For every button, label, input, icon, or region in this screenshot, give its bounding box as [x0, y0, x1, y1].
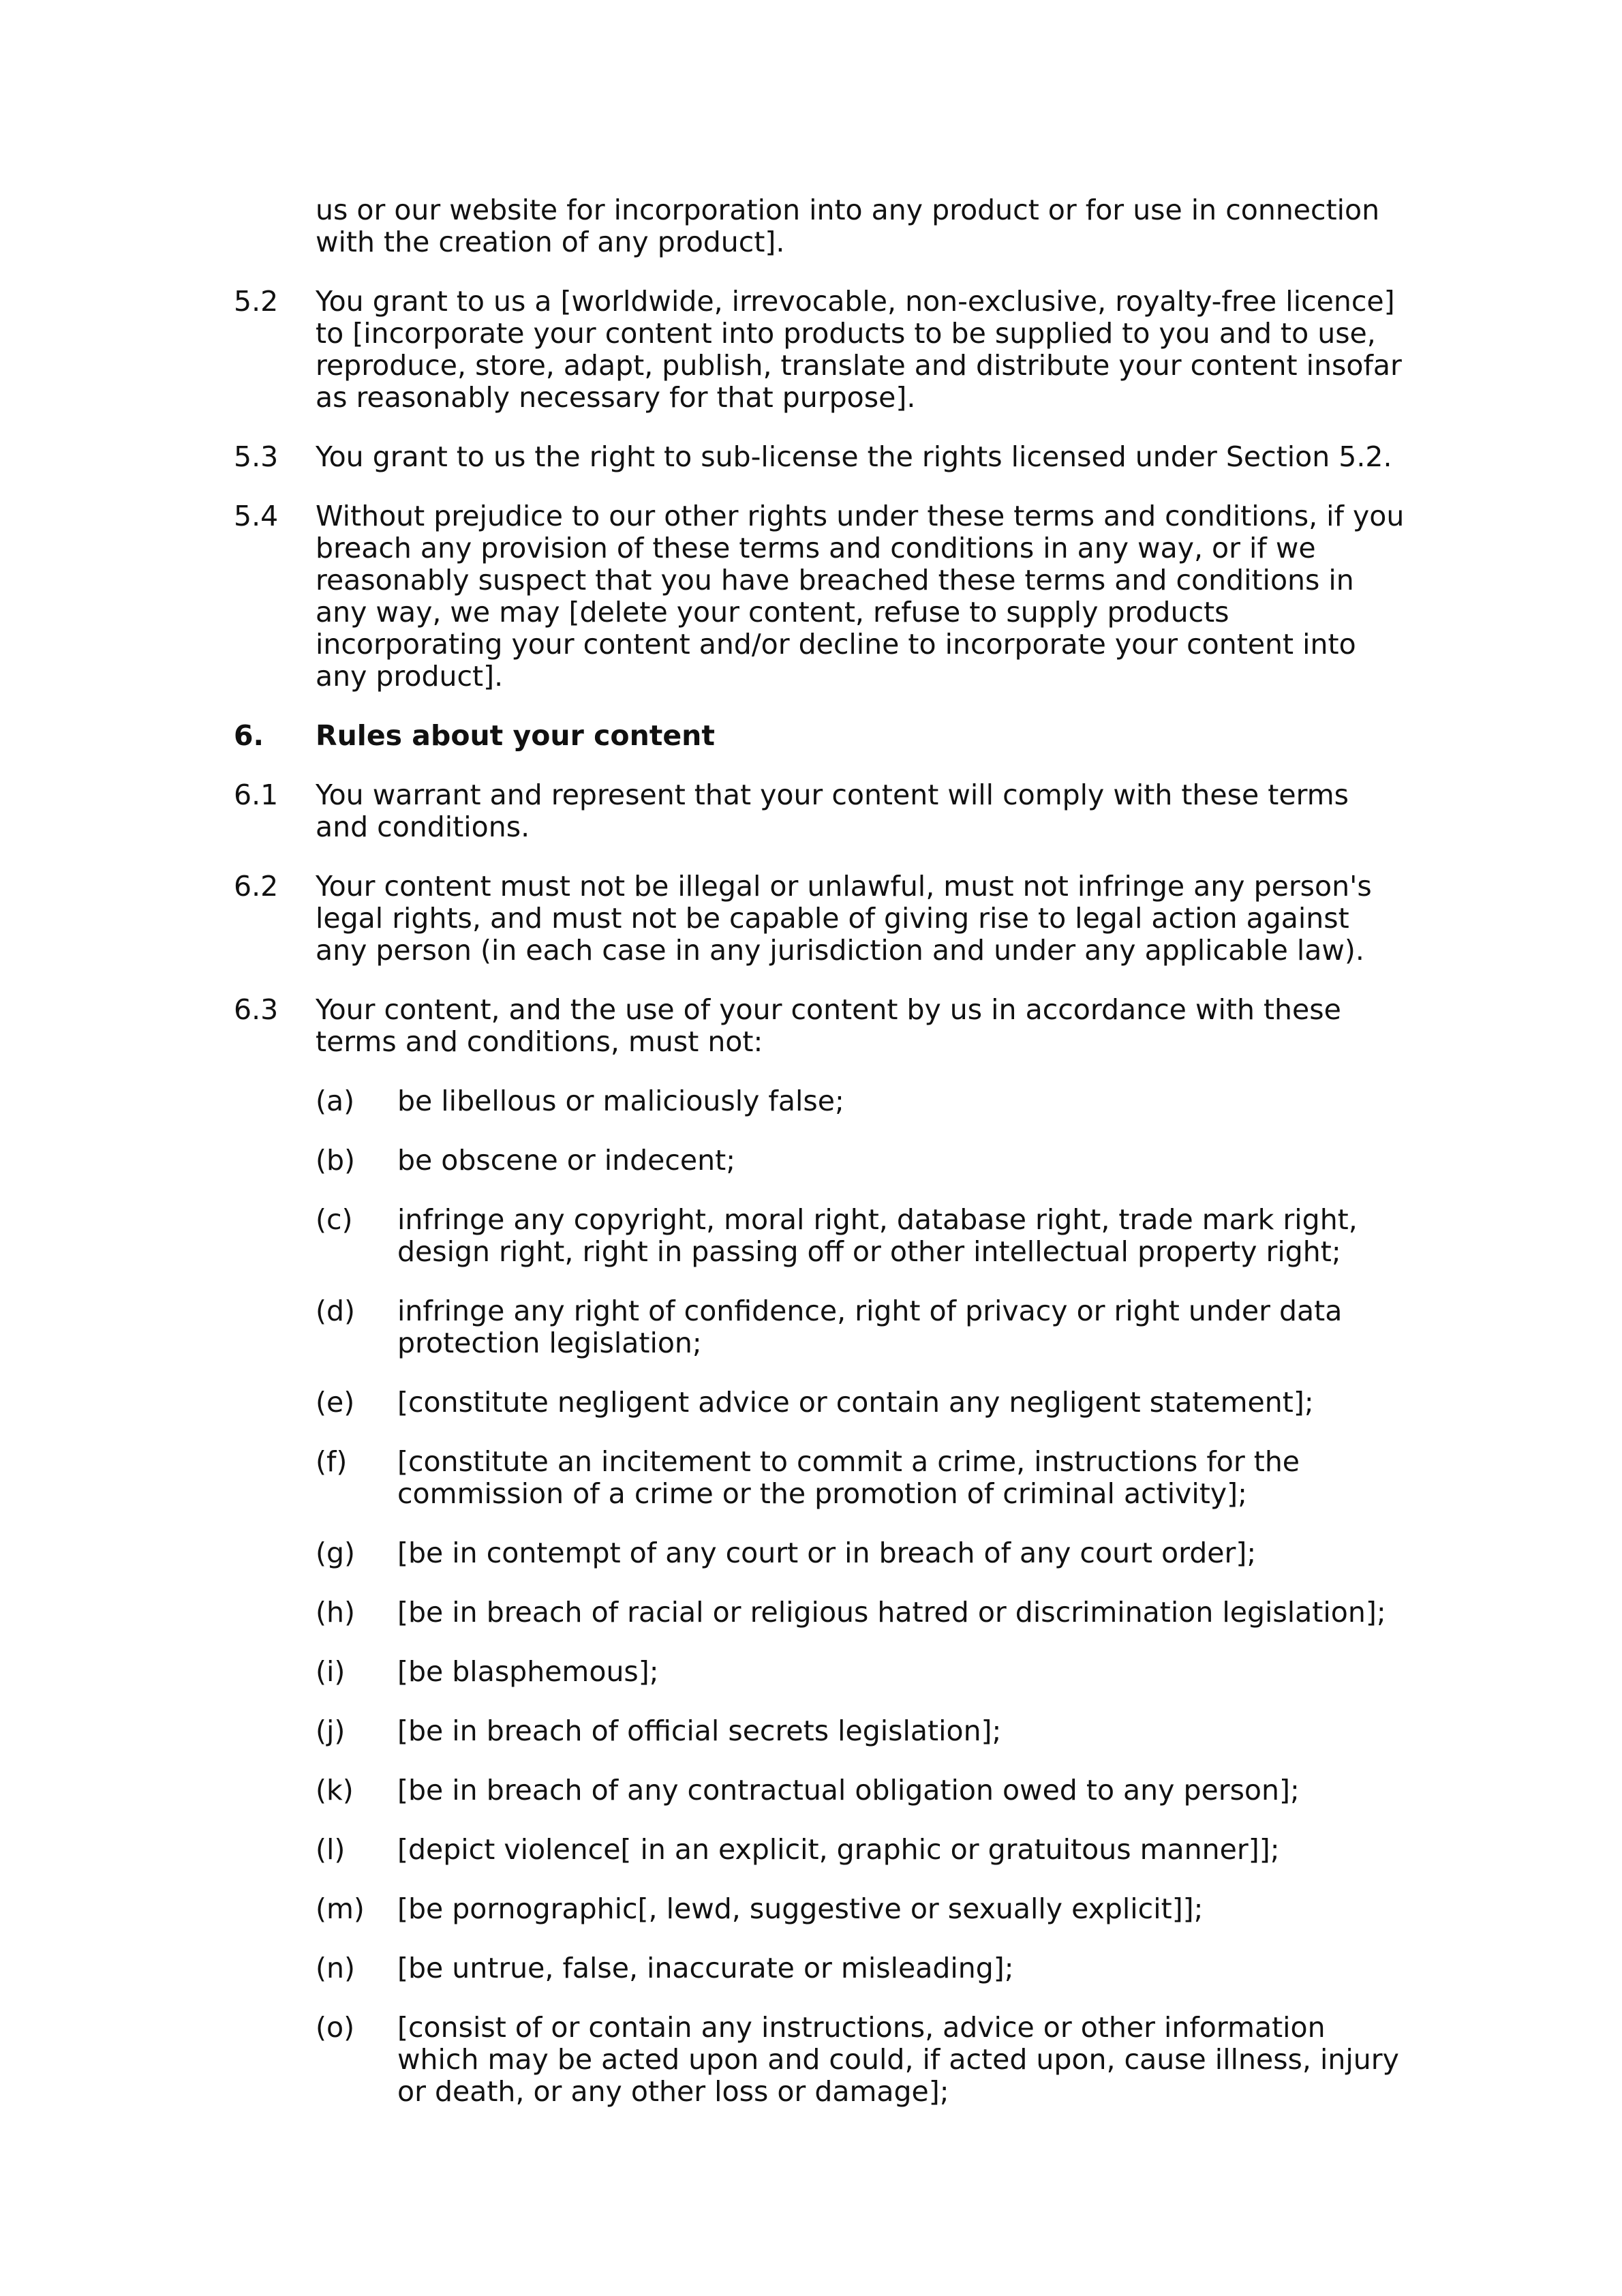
- item-label: (g): [316, 1537, 356, 1569]
- list-item: [234, 1295, 1406, 1359]
- list-item: [234, 1085, 1406, 1117]
- clause-number: 6.1: [234, 779, 279, 811]
- item-text: [be pornographic[, lewd, suggestive or sexually explicit]];: [397, 1892, 1204, 1925]
- clause-6-2: [234, 871, 1406, 967]
- clause-text: You grant to us a [worldwide, irrevocable, non-exclusive, royalty-free licence] to [incorporate your content into products to be supplied to you and to use, reproduce, store, adapt, publish, translate and distribute your content insofar as reasonably necessary for that purpose].: [316, 285, 1402, 414]
- clause-text: us or our website for incorporation into any product or for use in connection with the creation of any product].: [316, 194, 1380, 258]
- item-label: (m): [316, 1892, 365, 1925]
- list-item: [234, 1715, 1406, 1747]
- clause-text: You grant to us the right to sub-license the rights licensed under Section 5.2.: [316, 440, 1392, 473]
- clause-text: Your content, and the use of your content by us in accordance with these terms and conditions, must not:: [316, 993, 1341, 1058]
- item-label: (b): [316, 1144, 356, 1177]
- item-text: infringe any copyright, moral right, database right, trade mark right, design right, right in passing off or other intellectual property right;: [397, 1203, 1358, 1268]
- item-label: (h): [316, 1596, 355, 1629]
- list-item: [234, 1952, 1406, 1984]
- item-text: [be in breach of official secrets legislation];: [397, 1715, 1002, 1747]
- clause-5-3: [234, 441, 1406, 473]
- item-label: (c): [316, 1203, 353, 1236]
- list-item: [234, 1656, 1406, 1688]
- section-heading: [234, 720, 1406, 752]
- item-text: [consist of or contain any instructions, advice or other information which may be acted upon and could, if acted upon, cause illness, injury or death, or any other loss or damage];: [397, 2011, 1399, 2108]
- clause-text: Without prejudice to our other rights under these terms and conditions, if you breach any provision of these terms and conditions in any way, or if we reasonably suspect that you have breached these terms and conditions in any way, we may [delete your content, refuse to supply products incorporating your content and/or decline to incorporate your content into any product].: [316, 500, 1405, 693]
- list-item: [234, 1893, 1406, 1925]
- item-text: [be blasphemous];: [397, 1655, 659, 1688]
- clause-continuation: [234, 194, 1406, 258]
- item-text: [be untrue, false, inaccurate or misleading];: [397, 1952, 1014, 1984]
- item-label: (a): [316, 1085, 355, 1117]
- item-label: (j): [316, 1715, 346, 1747]
- item-text: [constitute an incitement to commit a crime, instructions for the commission of a crime or the promotion of criminal activity];: [397, 1445, 1300, 1510]
- item-text: [be in contempt of any court or in breach of any court order];: [397, 1537, 1257, 1569]
- list-item: [234, 1537, 1406, 1569]
- clause-number: 5.4: [234, 500, 279, 532]
- item-label: (l): [316, 1833, 346, 1866]
- item-label: (e): [316, 1386, 355, 1419]
- list-item: [234, 1774, 1406, 1807]
- item-text: [be in breach of any contractual obligation owed to any person];: [397, 1774, 1300, 1807]
- list-item: [234, 1446, 1406, 1510]
- clause-5-4: [234, 500, 1406, 693]
- list-item: [234, 1597, 1406, 1629]
- clause-number: 6.3: [234, 993, 279, 1026]
- item-label: (o): [316, 2011, 355, 2044]
- item-text: [be in breach of racial or religious hatred or discrimination legislation];: [397, 1596, 1386, 1629]
- clause-number: 5.3: [234, 440, 279, 473]
- section-number: 6.: [234, 719, 264, 752]
- item-text: be libellous or maliciously false;: [397, 1085, 844, 1117]
- section-title: Rules about your content: [316, 719, 715, 752]
- list-item: [234, 2012, 1406, 2108]
- item-text: be obscene or indecent;: [397, 1144, 736, 1177]
- clause-text: You warrant and represent that your content will comply with these terms and conditions.: [316, 779, 1349, 843]
- clause-text: Your content must not be illegal or unlawful, must not infringe any person's legal rights, and must not be capable of giving rise to legal action against any person (in each case in any jurisdiction and under any applicable law).: [316, 870, 1372, 967]
- list-item: [234, 1834, 1406, 1866]
- item-label: (n): [316, 1952, 355, 1984]
- item-text: [depict violence[ in an explicit, graphic or gratuitous manner]];: [397, 1833, 1280, 1866]
- list-item: [234, 1145, 1406, 1177]
- clause-number: 6.2: [234, 870, 279, 903]
- item-text: [constitute negligent advice or contain any negligent statement];: [397, 1386, 1314, 1419]
- item-label: (d): [316, 1295, 356, 1327]
- clause-6-3: [234, 994, 1406, 1058]
- item-label: (i): [316, 1655, 346, 1688]
- item-label: (k): [316, 1774, 354, 1807]
- clause-5-2: [234, 286, 1406, 414]
- list-item: [234, 1204, 1406, 1268]
- clause-6-1: [234, 779, 1406, 843]
- item-text: infringe any right of confidence, right of privacy or right under data protection legislation;: [397, 1295, 1343, 1359]
- clause-number: 5.2: [234, 285, 279, 318]
- document-body: [234, 194, 1406, 2135]
- item-label: (f): [316, 1445, 348, 1478]
- list-item: [234, 1387, 1406, 1419]
